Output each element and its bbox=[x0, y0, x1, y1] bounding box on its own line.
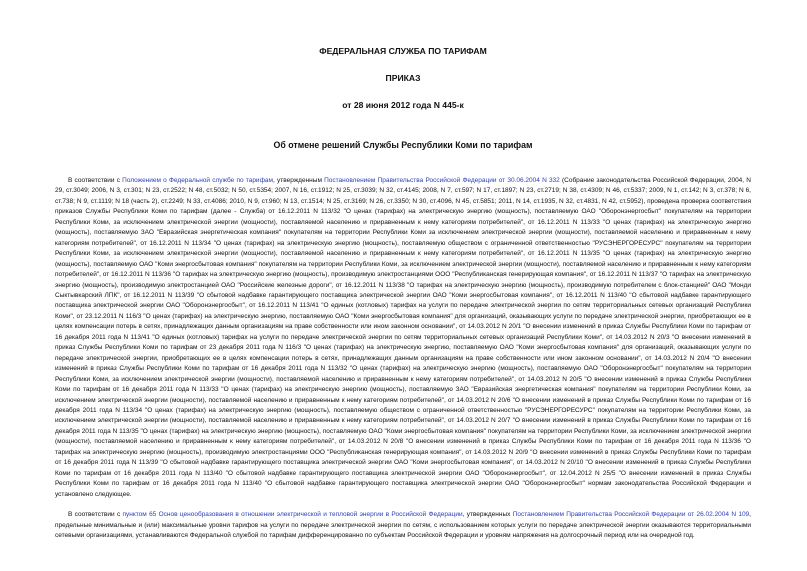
government-decree-109-link[interactable]: Постановлением Правительства Российской Федерации от 26.02.2004 N 109 bbox=[512, 511, 750, 519]
paragraph-2-text-mid: , утвержденных bbox=[462, 511, 513, 519]
paragraph-1-text-mid: , утвержденным bbox=[273, 177, 325, 184]
paragraph-1-text-end: (Собрание законодательства Российской Федерации, 2004, N 29, ст.3049; 2006, N 3, ст.301; N 23, ст.2522; N 48, ст.5032; N 50, ст.5354; 2007, N 16, ст.1912; N 25, ст.3039; N 32, ст.4145; 2008, N 7, ст.597; N 17, ст.1897; N 23, ст.2719; N 38, ст.4309; N 46, ст.5337; 2009, N 1, ст.142; N 3, ст.378; N 6, ст.738; N 9, ст.1119; N 18 (часть 2), ст.2249; N 33, ст.4086; 2010, N 9, ст.960; N 13, ст.1514; N 25, ст.3169; N 26, ст.3350; N 30, ст.4096, N 45, ст.5851; 2011, N 14, ст.1935, N 32, ст.4831, N 42, ст.5952), проведена проверка соответствия приказов Службы Республики Коми по тарифам (далее - Служба) от 16.12.2011 N 113/32 "О ценах (тарифах) на электрическую энергию (мощность), поставляемую ОАО "Оборонэнергосбыт" покупателям на территории Республики Коми, за исключением электрической энергии (мощности), поставляемой населению и приравненным к нему категориям потребителей", от 16.12.2011 N 113/33 "О ценах (тарифах) на электрическую энергию (мощность), поставляемую ЗАО "Евразийская энергетическая компания" покупателям на территории Республики Коми за исключением электрической энергии (мощности), поставляемой населению и приравненным к нему категориям потребителей", от 16.12.2011 N 113/34 "О ценах (тарифах) на электрическую энергию (мощность), поставляемую обществом с ограниченной ответственностью "РУСЭНЕРГОРЕСУРС" покупателям на территории Республики Коми, за исключением электрической энергии (мощности), поставляемой населению и приравненным к нему категориям потребителей", от 16.12.2011 N 113/35 "О ценах (тарифах) на электрическую энергию (мощность), поставляемую ОАО "Коми энергосбытовая компания" покупателям на территории Республики Коми, за исключением электрической энергии (мощности), поставляемой населению и приравненным к нему категориям потребителей", от 16.12.2011 N 113/36 "О тарифах на электрическую энергию (мощность), производимую электростанциями ООО "Республиканская генерирующая компания", от 16.12.2011 N 113/37 "О тарифах на электрическую энергию (мощность), производимую электростанцией ОАО "Российские железные дороги", от 16.12.2011 N 113/38 "О тарифах на электрическую энергию (мощность), производимую потребителем с блок-станцией" ОАО "Монди Сыктывкарский ЛПК", от 16.12.2011 N 113/39 "О сбытовой надбавке гарантирующего поставщика электрической энергии ОАО "Коми энергосбытовая компания", от 16.12.2011 N 113/40 "О сбытовой надбавке гарантирующего поставщика электрической энергии ОАО "Оборонэнергосбыт", от 16.12.2011 N 113/41 "О единых (котловых) тарифах на услуги по передаче электрической энергии по сетям территориальных сетевых организаций Республики Коми", от 23.12.2011 N 116/3 "О ценах (тарифах) на электрическую энергию, поставляемую ОАО "Коми энергосбытовая компания" для организаций, оказывающих услуги по передаче электрической энергии, приобретающих ее в целях компенсации потерь в сетях, принадлежащих данным организациям на праве собственности или ином законном основании", от 14.03.2012 N 20/1 "О внесении изменений в приказ Службы Республики Коми по тарифам от 16 декабря 2011 года N 113/41 "О единых (котловых) тарифах на услуги по передаче электрической энергии по сетям территориальных сетевых организаций Республики Коми", от 14.03.2012 N 20/3 "О внесении изменений в приказ Службы Республики Коми по тарифам от 23 декабря 2011 года N 116/3 "О ценах (тарифах) на электрическую энергию, поставляемую ОАО "Коми энергосбытовая компания" для организаций, оказывающих услуги по передаче электрической энергии, приобретающих ее в целях компенсации потерь в сетях, принадлежащих данным организациям на праве собственности или ином законном основании", от 14.03.2012 N 20/4 "О внесении изменений в приказ Службы Республики Коми по тарифам от 16 декабря 2011 года N 113/32 "О ценах (тарифах) на электрическую энергию (мощность), поставляемую ОАО "Оборонэнергосбыт" покупателям на территории Республики Коми, за исключением электрической энергии (мощности), поставляемой населению и приравненным к нему категориям потребителей", от 14.03.2012 N 20/5 "О внесении изменений в приказ Службы Республики Коми по тарифам от 16 декабря 2011 года N 113/33 "О ценах (тарифах) на электрическую энергию (мощность), поставляемую ЗАО "Евразийская энергетическая компания" покупателям на территории Республики Коми, за исключением электрической энергии (мощности), поставляемой населению и приравненным к нему категориям потребителей", от 14.03.2012 N 20/6 "О внесении изменений в приказ Службы Республики Коми по тарифам от 16 декабря 2011 года N 113/34 "О ценах (тарифах) на электрическую энергию (мощность), поставляемую обществом с ограниченной ответственностью "РУСЭНЕРГОРЕСУРС" покупателям на территории Республики Коми, за исключением электрической энергии (мощности), поставляемой населению и приравненным к нему категориям потребителей", от 14.03.2012 N 20/7 "О внесении изменений в приказ Службы Республики Коми по тарифам от 16 декабря 2011 года N 113/35 "О ценах (тарифах) на электрическую энергию (мощность), поставляемую ОАО "Коми энергосбытовая компания" покупателям на территории Республики Коми, за исключением электрической энергии (мощности), поставляемой населению и приравненным к нему категориям потребителей", от 14.03.2012 N 20/8 "О внесении изменений в приказ Службы Республики Коми по тарифам от 16 декабря 2011 года N 113/36 "О тарифах на электрическую энергию (мощность), производимую электростанциями ООО "Республиканская генерирующая компания", от 14.03.2012 N 20/9 "О внесении изменений в приказ Службы Республики Коми по тарифам от 16 декабря 2011 года N 113/39 "О сбытовой надбавке гарантирующего поставщика электрической энергии ОАО "Коми энергосбытовая компания", от 14.03.2012 N 20/10 "О внесении изменений в приказ Службы Республики Коми по тарифам от 16 декабря 2011 года N 113/40 "О сбытовой надбавке гарантирующего поставщика электрической энергии ОАО "Оборонэнергосбыт", от 12.04.2012 N 25/5 "О внесении изменений в приказ Службы Республики Коми по тарифам от 16 декабря 2011 года N 113/40 "О сбытовой надбавке гарантирующего поставщика электрической энергии ОАО "Оборонэнергосбыт" нормам законодательства Российской Федерации и установлено следующее. bbox=[55, 177, 751, 498]
government-decree-332-link[interactable]: Постановлением Правительства Российской Федерации от 30.06.2004 N 332 bbox=[324, 177, 560, 184]
document-title: Об отмене решений Службы Республики Коми по тарифам bbox=[273, 140, 533, 150]
regulation-fst-link[interactable]: Положением о Федеральной службе по тарифам bbox=[122, 177, 273, 184]
body-paragraph-1 bbox=[55, 176, 751, 500]
agency-heading: ФЕДЕРАЛЬНАЯ СЛУЖБА ПО ТАРИФАМ bbox=[319, 46, 487, 56]
body-paragraph-2 bbox=[55, 510, 751, 541]
pricing-basics-clause-65-link[interactable]: пунктом 65 Основ ценообразования в отношении электрической и тепловой энергии в Российской Федерации bbox=[122, 511, 463, 519]
paragraph-2-text-end: , предельные минимальные и (или) максимальные уровни тарифов на услуги по передаче электрической энергии по сетям, с использованием которых услуги по передаче электрической энергии оказываются территориальными сетевыми организациями, устанавливаются Федеральной службой по тарифам дифференцированно по субъектам Российской Федерации и уровням напряжения на долгосрочный период или на очередной год. bbox=[55, 511, 751, 539]
paragraph-2-text-start: В соответствии с bbox=[68, 511, 123, 519]
document-date-number: от 28 июня 2012 года N 445-к bbox=[342, 100, 464, 110]
document-type-heading: ПРИКАЗ bbox=[385, 73, 421, 83]
paragraph-1-text-start: В соответствии с bbox=[68, 177, 123, 184]
